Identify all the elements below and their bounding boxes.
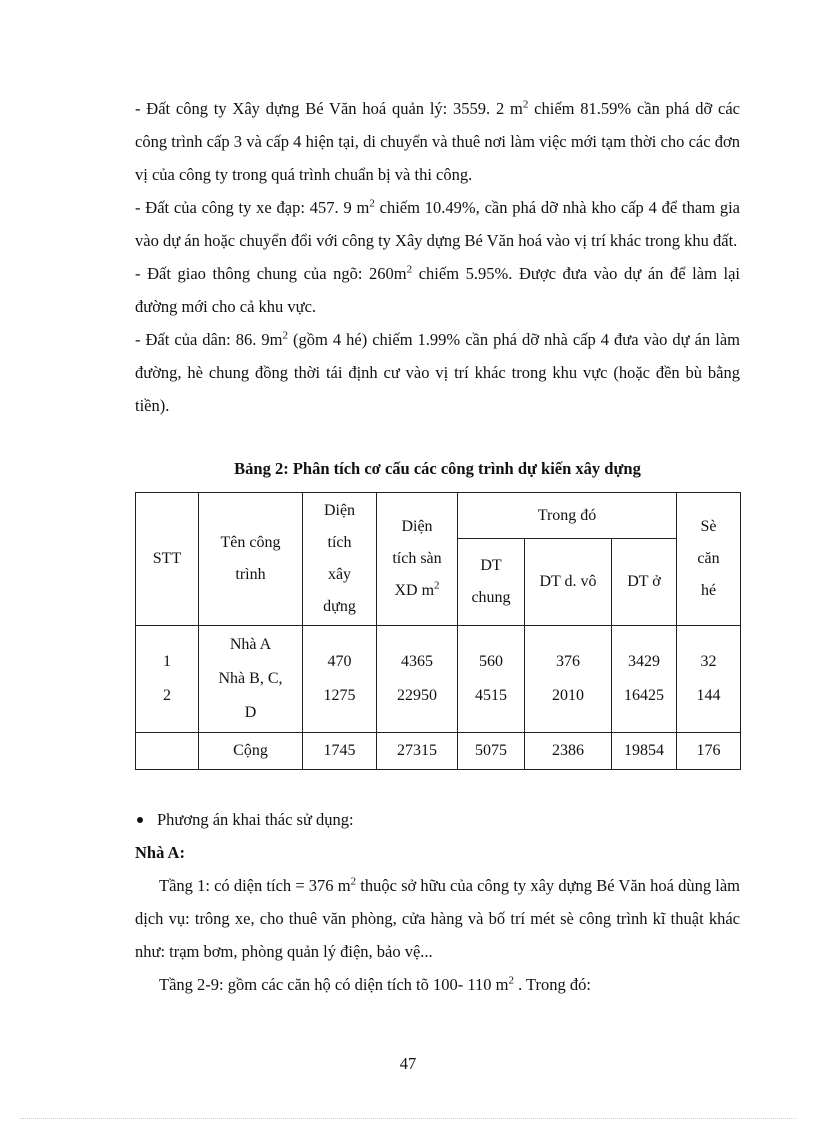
- paragraph-company-land: - Đất công ty Xây dựng Bé Văn hoá quản lý: 3559. 2 $m^2$ chiếm 81.59% cần phá dỡ các công trình cấp 3 và cấp 4 hiện tại, di chuyển và thuê nơi làm việc mới tạm thời cho các đơn vị của công ty trong quá trình chuẩn bị và thi công.: [135, 98, 741, 184]
- cell-dt-dvo: 376 2010: [525, 626, 612, 733]
- paragraph-tang-2-9: Tầng 2-9: gồm các căn hộ có diện tích tõ 100- 110 $m^2$ . Trong đó:: [159, 974, 591, 994]
- heading-nha-a: Nhà A:: [135, 843, 185, 862]
- table-total-row: [136, 733, 741, 770]
- table-row: [136, 626, 741, 733]
- bullet-item: [135, 803, 740, 836]
- cell-dt-san: 4365 22950: [377, 626, 458, 733]
- header-dt-o: DT ở: [612, 539, 677, 626]
- cell-total-label: Cộng: [199, 733, 303, 770]
- table-header-row: [136, 493, 741, 539]
- paragraph-resident-land: - Đất của dân: 86. $9m^2$ (gồm 4 hé) chiếm 1.99% cần phá dỡ nhà cấp 4 đưa vào dự án làm đường, hè chung đồng thời tái định cư vào vị trí khác trong khu vực (hoặc đền bù bằng tiền).: [135, 329, 740, 415]
- cell-total-so-can: 176: [677, 733, 741, 770]
- header-dt-chung: DT chung: [458, 539, 525, 626]
- cell-ten: Nhà A Nhà B, C, D: [199, 626, 303, 733]
- cell-dt-chung: 560 4515: [458, 626, 525, 733]
- header-dien-tich-xay-dung: Diện tích xây dựng: [303, 493, 377, 626]
- construction-table: [135, 492, 741, 770]
- bullet-dot-icon: [137, 817, 143, 823]
- cell-total-stt: [136, 733, 199, 770]
- paragraph-tang-1: Tầng 1: có diện tích = 376 $m^2$ thuộc sở hữu của công ty xây dựng Bé Văn hoá dùng làm dịch vụ: trông xe, cho thuê văn phòng, cửa hàng và bố trí mét sè công trình kĩ thuật khác như: trạm bơm, phòng quản lý điện, bảo vệ...: [135, 875, 740, 961]
- cell-total-dt-dvo: 2386: [525, 733, 612, 770]
- cell-stt: 1 2: [136, 626, 199, 733]
- paragraph-bicycle-company-land: - Đất của công ty xe đạp: 457. 9 $m^2$ chiếm 10.49%, cần phá dỡ nhà kho cấp 4 để tham gia vào dự án hoặc chuyển đổi với công ty Xây dựng Bé Văn hoá vào vị trí khác trong khu đất.: [135, 197, 740, 250]
- cell-total-dt-xay-dung: 1745: [303, 733, 377, 770]
- cell-dt-xay-dung: 470 1275: [303, 626, 377, 733]
- header-stt: STT: [136, 493, 199, 626]
- paragraph-traffic-land: - Đất giao thông chung của ngõ: $260m^2$ chiếm 5.95%. Được đưa vào dự án để làm lại đường mới cho cả khu vực.: [135, 263, 740, 316]
- header-trong-do: Trong đó: [458, 493, 677, 539]
- bullet-text: Phương án khai thác sử dụng:: [157, 810, 354, 829]
- cell-so-can: 32 144: [677, 626, 741, 733]
- footer-divider: [20, 1118, 796, 1119]
- intro-paragraphs: [135, 92, 740, 422]
- table-caption: Bảng 2: Phân tích cơ cấu các công trình dự kiến xây dựng: [234, 459, 641, 478]
- page-number: 47: [399, 1054, 417, 1073]
- cell-total-dt-san: 27315: [377, 733, 458, 770]
- usage-section: [135, 803, 740, 1001]
- header-dien-tich-san: Diện tích sàn XD $m^2$: [377, 493, 458, 626]
- header-so-can-ho: Sè căn hé: [677, 493, 741, 626]
- header-ten-cong-trinh: Tên công trình: [199, 493, 303, 626]
- cell-total-dt-o: 19854: [612, 733, 677, 770]
- cell-dt-o: 3429 16425: [612, 626, 677, 733]
- header-dt-dvo: DT d. vô: [525, 539, 612, 626]
- cell-total-dt-chung: 5075: [458, 733, 525, 770]
